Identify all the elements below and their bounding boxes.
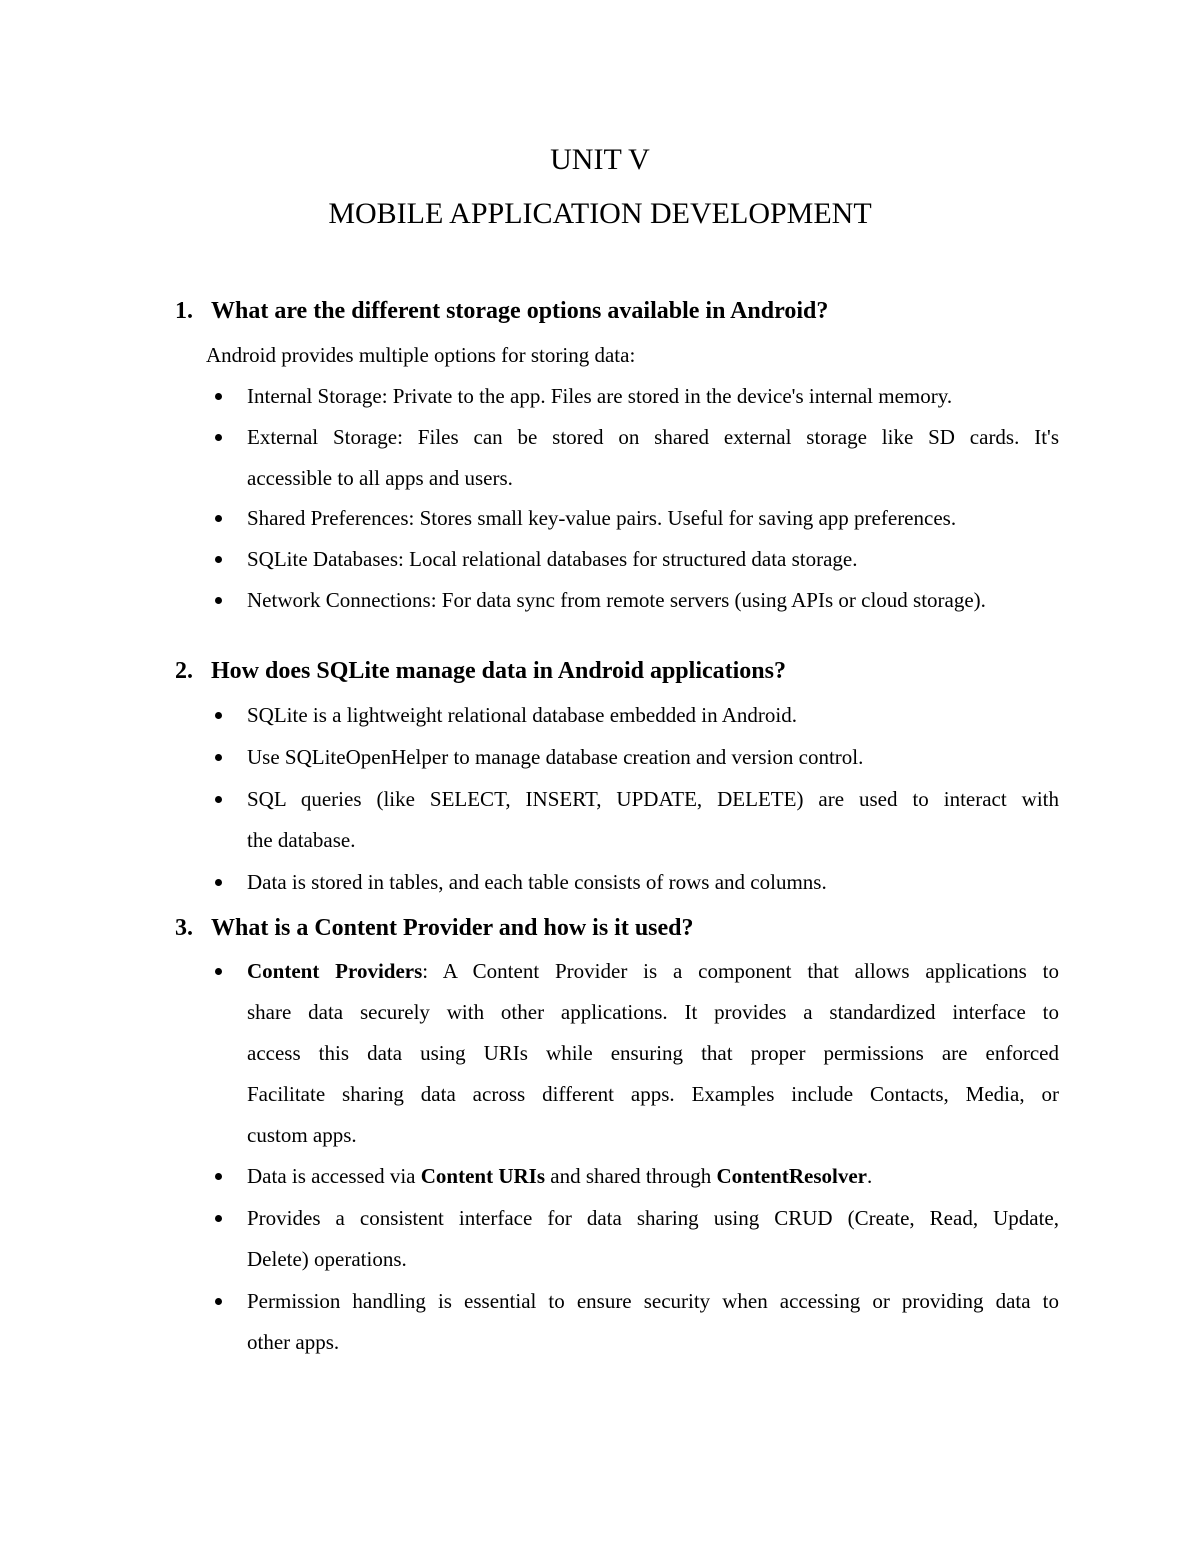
list-item [247,779,1059,861]
question-text: How does SQLite manage data in Android applications? [211,658,786,684]
list-item-text [247,951,1059,992]
list-item-text: accessible to all apps and users. [247,466,513,490]
bullet-icon [215,879,222,886]
term-content-uris: Content URIs [420,1164,546,1188]
list-item-text: Network Connections: For data sync from remote servers (using APIs or cloud storage). [247,588,986,612]
list-item [247,498,1059,539]
document-subtitle: MOBILE APPLICATION DEVELOPMENT [328,197,872,230]
question-3-heading [175,913,694,943]
list-item-text: Data is stored in tables, and each table consists of rows and columns. [247,870,827,894]
list-item-text: SQL queries (like SELECT, INSERT, UPDATE, DELETE) are used to interact with [247,787,1059,811]
bullet-icon [215,796,222,803]
list-item [247,580,1059,621]
bullet-icon [215,968,222,975]
list-item [247,695,1059,736]
list-item-text-part: Data is accessed via [247,1164,421,1188]
list-item-text [247,1156,1059,1197]
list-item [247,862,1059,903]
list-item-text: Provides a consistent interface for data sharing using CRUD (Create, Read, Update, [247,1206,1059,1230]
list-item [247,539,1059,580]
list-item-text: access this data using URIs while ensuring that proper permissions are enforced [247,1041,1059,1065]
list-item-text-part: : A Content Provider is a component that allows applications to [422,959,1059,983]
list-item-text: SQLite is a lightweight relational database embedded in Android. [247,703,797,727]
list-item-text: Internal Storage: Private to the app. Files are stored in the device's internal memory. [247,384,953,408]
list-item [247,951,1059,1156]
question-1-heading [175,296,828,326]
list-item [247,417,1059,499]
list-item-text: Permission handling is essential to ensure security when accessing or providing data to [247,1289,1059,1313]
question-number: 2. [175,658,193,684]
bullet-icon [215,1298,222,1305]
list-item [247,1198,1059,1280]
question-text: What are the different storage options available in Android? [211,298,829,324]
list-item-text: the database. [247,828,356,852]
term-content-providers: Content Providers [247,959,423,983]
bullet-icon [215,393,222,400]
list-item-text: other apps. [247,1330,340,1354]
list-item-text: External Storage: Files can be stored on shared external storage like SD cards. It's [247,425,1059,449]
list-item-text: custom apps. [247,1123,357,1147]
bullet-icon [215,597,222,604]
list-item-text: SQLite Databases: Local relational databases for structured data storage. [247,547,858,571]
bullet-icon [215,556,222,563]
list-item-text-part: and shared through [545,1164,717,1188]
list-item [247,1281,1059,1363]
bullet-icon [215,1173,222,1180]
bullet-icon [215,434,222,441]
question-1-intro: Android provides multiple options for storing data: [206,343,636,367]
unit-title: UNIT V [550,143,650,176]
question-text: What is a Content Provider and how is it used? [211,915,694,941]
term-content-resolver: ContentResolver [716,1164,867,1188]
list-item [247,376,1059,417]
question-number: 1. [175,298,193,324]
question-number: 3. [175,915,193,941]
bullet-icon [215,1215,222,1222]
list-item-text: Use SQLiteOpenHelper to manage database creation and version control. [247,745,864,769]
list-item [247,1156,1059,1197]
question-2-heading [175,656,786,686]
list-item [247,737,1059,778]
list-item-text-part: . [866,1164,873,1188]
bullet-icon [215,515,222,522]
bullet-icon [215,712,222,719]
bullet-icon [215,754,222,761]
list-item-text: Facilitate sharing data across different apps. Examples include Contacts, Media, or [247,1082,1059,1106]
list-item-text: Shared Preferences: Stores small key-value pairs. Useful for saving app preferences. [247,506,957,530]
list-item-text: share data securely with other applications. It provides a standardized interface to [247,1000,1059,1024]
list-item-text: Delete) operations. [247,1247,407,1271]
